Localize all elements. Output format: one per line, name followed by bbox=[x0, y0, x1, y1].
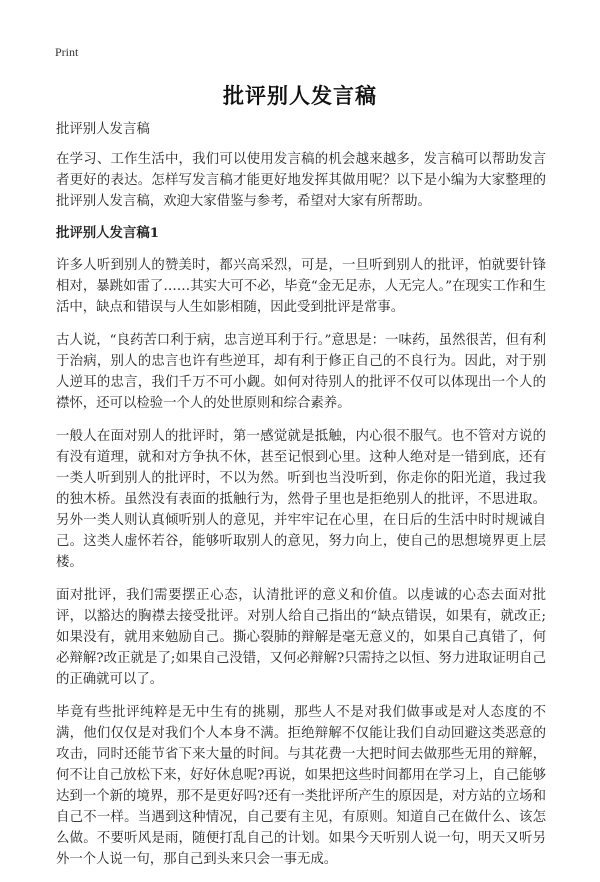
article-subtitle: 批评别人发言稿 bbox=[56, 122, 150, 137]
body-paragraph: 面对批评，我们需要摆正心态，认清批评的意义和价值。以虔诚的心态去面对批评，以豁达的胸襟去接受批评。对别人给自己指出的“缺点错误，如果有，就改正;如果没有，就用来勉励自己。撕心裂肺的辩解是毫无意义的，如果自己真错了，何必辩解?改正就是了;如果自己没错，又何必辩解?只需持之以恒、努力进取证明自己的正确就可以了。 bbox=[56, 588, 546, 687]
body-paragraph: 许多人听到别人的赞美时，都兴高采烈，可是，一旦听到别人的批评，怕就要针锋相对，暴跳如雷了……其实大可不必，毕竟“金无足赤，人无完人。”在现实工作和生活中，缺点和错误与人生如影相随，因此受到批评是常事。 bbox=[56, 258, 546, 315]
intro-paragraph: 在学习、工作生活中，我们可以使用发言稿的机会越来越多，发言稿可以帮助发言者更好的表达。怎样写发言稿才能更好地发挥其做用呢？以下是小编为大家整理的批评别人发言稿，欢迎大家借鉴与参考，希望对大家有所帮助。 bbox=[56, 152, 546, 209]
body-paragraph: 古人说，“良药苦口利于病，忠言逆耳利于行。”意思是：一味药，虽然很苦，但有利于治病，别人的忠言也许有些逆耳，却有利于修正自己的不良行为。因此，对于别人逆耳的忠言，我们千万不可小觑。如何对待别人的批评不仅可以体现出一个人的襟怀，还可以检验一个人的处世原则和综合素养。 bbox=[56, 333, 546, 411]
page-title: 批评别人发言稿 bbox=[223, 83, 377, 108]
section-heading: 批评别人发言稿1 bbox=[56, 225, 160, 241]
body-paragraph: 毕竟有些批评纯粹是无中生有的挑剔，那些人不是对我们做事或是对人态度的不满，他们仅仅是对我们个人本身不满。拒绝辩解不仅能让我们自动回避这类恶意的攻击，同时还能节省下来大量的时间。与其花费一大把时间去做那些无用的辩解，何不让自己放松下来，好好休息呢?再说，如果把这些时间都用在学习上，自己能够达到一个新的境界，那不是更好吗?还有一类批评所产生的原因是，对方站的立场和自己不一样。当遇到这种情况，自己要有主见，有原则。知道自己在做什么、该怎么做。不要听风是雨，随便打乱自己的计划。如果今天听别人说一句，明天又听另外一个人说一句，那自己到头来只会一事无成。 bbox=[56, 705, 546, 867]
print-link[interactable]: Print bbox=[55, 45, 79, 59]
article-body bbox=[56, 119, 546, 882]
body-paragraph: 一般人在面对别人的批评时，第一感觉就是抵触，内心很不服气。也不管对方说的有没有道理，就和对方争执不休，甚至记恨到心里。这种人绝对是一错到底，还有一类人听到别人的批评时，不以为然。听到也当没听到，你走你的阳光道，我过我的独木桥。虽然没有表面的抵触行为，然骨子里也是拒绝别人的批评，不思进取。另外一类人则认真倾听别人的意见，并牢牢记在心里，在日后的生活中时时规诫自己。这类人虚怀若谷，能够听取别人的意见，努力向上，使自己的思想境界更上层楼。 bbox=[56, 429, 546, 570]
